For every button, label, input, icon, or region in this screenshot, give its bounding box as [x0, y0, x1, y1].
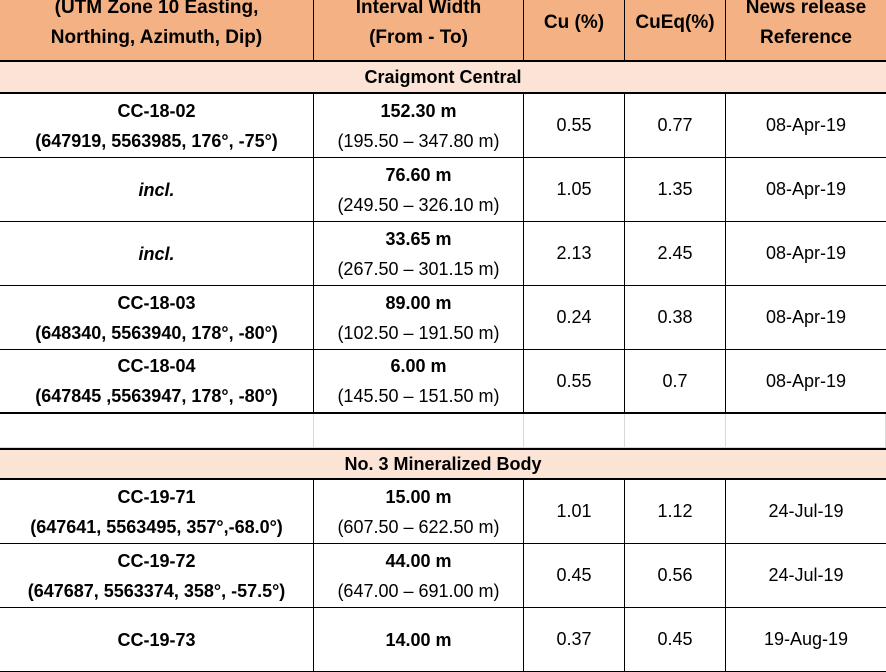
empty-cell [726, 414, 886, 447]
cueq-value: 0.77 [625, 94, 726, 157]
cueq-value: 0.45 [625, 608, 726, 671]
cu-value: 0.45 [524, 544, 625, 607]
table-row [0, 158, 886, 222]
interval-range: (249.50 – 326.10 m) [337, 194, 500, 215]
empty-cell [524, 414, 625, 447]
header-cueq [625, 0, 726, 60]
interval-range: (607.50 – 622.50 m) [337, 516, 500, 537]
header-cueq-label: CuEq(%) [635, 12, 715, 33]
interval-width: 15.00 m [385, 486, 452, 507]
hole-id: CC-18-03 [117, 292, 196, 313]
cueq-value: 0.56 [625, 544, 726, 607]
news-ref: 19-Aug-19 [763, 629, 849, 649]
header-interval-1: Interval Width [355, 0, 482, 18]
section-title: Craigmont Central [0, 62, 886, 94]
hole-cell [0, 94, 314, 157]
interval-cell [314, 608, 524, 671]
hole-id: CC-19-72 [117, 550, 196, 571]
news-ref: 24-Jul-19 [768, 501, 844, 521]
interval-width: 33.65 m [385, 228, 452, 249]
header-hole [0, 0, 314, 60]
hole-cell [0, 286, 314, 349]
hole-id: CC-19-73 [117, 629, 196, 650]
table-row [0, 94, 886, 158]
empty-row [0, 414, 886, 448]
cueq-value: 1.35 [625, 158, 726, 221]
news-ref: 08-Apr-19 [765, 115, 847, 135]
hole-id: incl. [138, 243, 175, 264]
cueq-value: 1.12 [625, 480, 726, 543]
interval-cell [314, 350, 524, 412]
hole-cell [0, 222, 314, 285]
empty-cell [625, 414, 726, 447]
table-row [0, 350, 886, 414]
interval-range: (145.50 – 151.50 m) [337, 386, 500, 406]
interval-range: (195.50 – 347.80 m) [337, 130, 500, 151]
cu-value: 0.37 [524, 608, 625, 671]
header-cu-label: Cu (%) [543, 12, 605, 33]
hole-cell [0, 608, 314, 671]
interval-cell [314, 222, 524, 285]
header-news-2: Reference [760, 27, 852, 48]
news-ref: 08-Apr-19 [765, 179, 847, 199]
hole-cell [0, 544, 314, 607]
news-ref: 08-Apr-19 [765, 243, 847, 263]
cu-value: 0.55 [524, 350, 625, 412]
hole-cell [0, 350, 314, 412]
header-news [726, 0, 886, 60]
table-row [0, 480, 886, 544]
cueq-value: 2.45 [625, 222, 726, 285]
interval-range: (267.50 – 301.15 m) [337, 258, 500, 279]
hole-coords: (647687, 5563374, 358°, -57.5°) [27, 580, 286, 601]
news-ref: 24-Jul-19 [768, 565, 844, 585]
interval-width: 76.60 m [385, 164, 452, 185]
header-cu [524, 0, 625, 60]
interval-cell [314, 544, 524, 607]
table-header [0, 0, 886, 62]
table-row [0, 608, 886, 672]
hole-coords: (648340, 5563940, 178°, -80°) [35, 322, 278, 343]
hole-coords: (647845 ,5563947, 178°, -80°) [35, 386, 278, 406]
interval-cell [314, 286, 524, 349]
interval-range: (647.00 – 691.00 m) [337, 580, 500, 601]
empty-cell [0, 414, 314, 447]
header-hole-coords-2: Northing, Azimuth, Dip) [50, 27, 263, 48]
cu-value: 1.01 [524, 480, 625, 543]
hole-id: CC-19-71 [117, 486, 196, 507]
interval-width: 6.00 m [390, 356, 447, 376]
hole-id: CC-18-04 [117, 356, 196, 376]
hole-cell [0, 158, 314, 221]
cueq-value: 0.38 [625, 286, 726, 349]
cu-value: 2.13 [524, 222, 625, 285]
hole-coords: (647641, 5563495, 357°,-68.0°) [30, 516, 283, 537]
cu-value: 1.05 [524, 158, 625, 221]
header-interval [314, 0, 524, 60]
interval-width: 44.00 m [385, 550, 452, 571]
news-ref: 08-Apr-19 [765, 307, 847, 327]
empty-cell [314, 414, 524, 447]
interval-width: 14.00 m [385, 629, 452, 650]
cu-value: 0.24 [524, 286, 625, 349]
header-interval-2: (From - To) [369, 27, 468, 48]
interval-cell [314, 158, 524, 221]
hole-id: CC-18-02 [117, 100, 196, 121]
news-ref: 08-Apr-19 [765, 370, 847, 391]
hole-coords: (647919, 5563985, 176°, -75°) [35, 130, 278, 151]
interval-range: (102.50 – 191.50 m) [337, 322, 500, 343]
section-title: No. 3 Mineralized Body [0, 448, 886, 480]
interval-cell [314, 94, 524, 157]
table-row [0, 222, 886, 286]
table-row [0, 544, 886, 608]
header-hole-coords-1: (UTM Zone 10 Easting, [54, 0, 259, 18]
hole-id: incl. [138, 179, 175, 200]
header-news-1: News release [745, 0, 867, 18]
interval-cell [314, 480, 524, 543]
table-row [0, 286, 886, 350]
interval-width: 152.30 m [380, 100, 457, 121]
cueq-value: 0.7 [625, 350, 726, 412]
hole-cell [0, 480, 314, 543]
interval-width: 89.00 m [385, 292, 452, 313]
cu-value: 0.55 [524, 94, 625, 157]
